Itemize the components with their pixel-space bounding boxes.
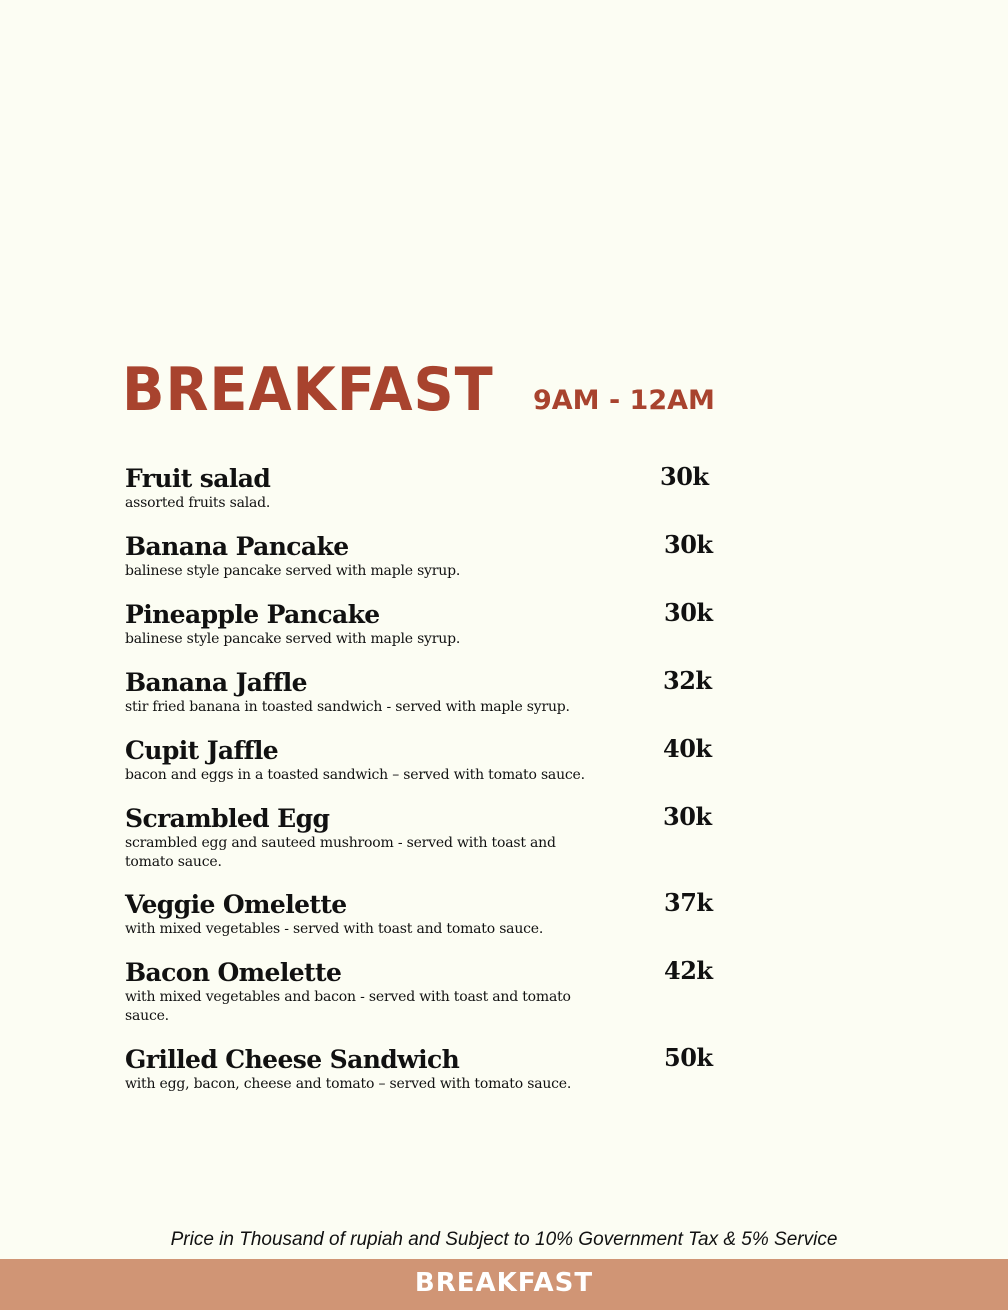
item-name: Pineapple Pancake [125, 600, 380, 629]
item-description: bacon and eggs in a toasted sandwich – served with tomato sauce. [125, 767, 585, 783]
price-note: Price in Thousand of rupiah and Subject to 10% Government Tax & 5% Service [170, 1229, 838, 1250]
item-name: Fruit salad [125, 464, 271, 493]
footer-section-label: BREAKFAST [414, 1268, 594, 1298]
item-description: scrambled egg and sauteed mushroom - served with toast and tomato sauce. [125, 835, 556, 870]
item-price: 30k [663, 802, 712, 831]
section-title: BREAKFAST [122, 355, 494, 425]
item-name: Banana Pancake [125, 532, 349, 561]
item-description: with egg, bacon, cheese and tomato – served with tomato sauce. [125, 1076, 572, 1092]
item-price: 30k [664, 530, 713, 559]
item-price: 37k [664, 888, 713, 917]
item-description: balinese style pancake served with maple syrup. [125, 563, 461, 579]
item-price: 32k [663, 666, 712, 695]
footer-bar [0, 1259, 1008, 1310]
item-name: Banana Jaffle [125, 668, 307, 697]
item-description: with mixed vegetables and bacon - served with toast and tomato sauce. [125, 989, 571, 1024]
item-description: stir fried banana in toasted sandwich - served with maple syrup. [125, 699, 570, 715]
item-price: 30k [660, 462, 709, 491]
item-name: Cupit Jaffle [125, 736, 279, 765]
item-price: 50k [664, 1043, 713, 1072]
item-description: assorted fruits salad. [125, 495, 271, 511]
item-description: balinese style pancake served with maple syrup. [125, 631, 461, 647]
item-price: 40k [663, 734, 712, 763]
item-price: 30k [664, 598, 713, 627]
item-price: 42k [664, 956, 713, 985]
item-name: Bacon Omelette [125, 958, 342, 987]
service-hours: 9AM - 12AM [533, 385, 715, 416]
item-description: with mixed vegetables - served with toast and tomato sauce. [125, 921, 544, 937]
menu-heading [122, 355, 715, 425]
item-name: Grilled Cheese Sandwich [125, 1045, 460, 1074]
item-name: Scrambled Egg [125, 804, 330, 833]
item-name: Veggie Omelette [125, 890, 347, 919]
